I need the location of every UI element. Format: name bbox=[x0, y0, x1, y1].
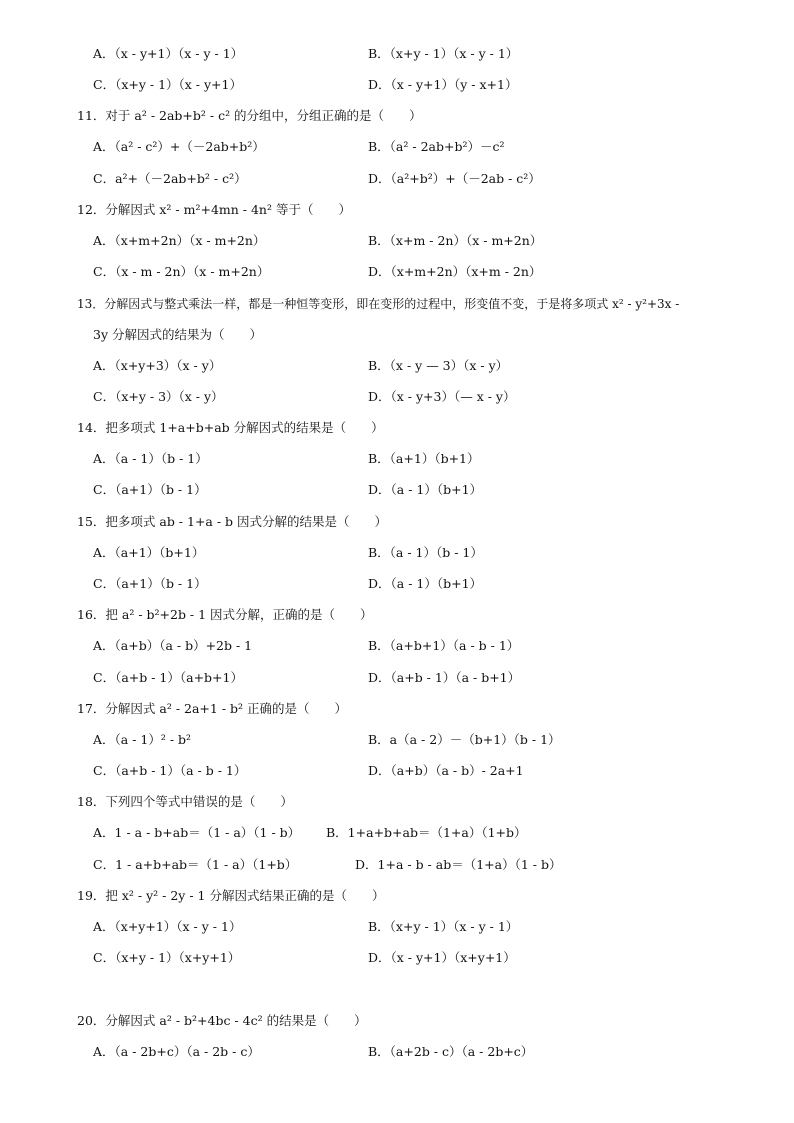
q11-option-c[interactable]: C．a²+（－2ab+b² - c²） bbox=[93, 171, 247, 186]
q18-option-a[interactable]: A．1 - a - b+ab＝（1 - a）（1 - b） bbox=[93, 825, 301, 840]
q11-option-b[interactable]: B．（a² - 2ab+b²）－c² bbox=[368, 139, 505, 154]
q12-option-c[interactable]: C．（x - m - 2n）（x - m+2n） bbox=[93, 264, 270, 279]
q16-option-a[interactable]: A．（a+b）（a - b）+2b - 1 bbox=[93, 638, 253, 653]
q17-option-d[interactable]: D．（a+b）（a - b）- 2a+1 bbox=[368, 763, 524, 778]
q20-option-a[interactable]: A．（a - 2b+c）（a - 2b - c） bbox=[93, 1044, 260, 1059]
q17-option-b[interactable]: B．a（a - 2）－（b+1）（b - 1） bbox=[368, 732, 561, 747]
q19-option-d[interactable]: D．（x - y+1）（x+y+1） bbox=[368, 950, 516, 965]
q12-stem: 12．分解因式 x² - m²+4mn - 4n² 等于（ ） bbox=[77, 202, 351, 217]
q13-stem-continued: 3y 分解因式的结果为（ ） bbox=[93, 327, 262, 342]
q14-option-c[interactable]: C．（a+1）（b - 1） bbox=[93, 482, 207, 497]
q16-option-c[interactable]: C．（a+b - 1）（a+b+1） bbox=[93, 670, 243, 685]
q11-option-a[interactable]: A．（a² - c²）+（－2ab+b²） bbox=[93, 139, 265, 154]
q10-option-d[interactable]: D．（x - y+1）（y - x+1） bbox=[368, 77, 518, 92]
q14-option-a[interactable]: A．（a - 1）（b - 1） bbox=[93, 451, 208, 466]
q13-option-c[interactable]: C．（x+y - 3）（x - y） bbox=[93, 389, 224, 404]
q10-option-c[interactable]: C．（x+y - 1）（x - y+1） bbox=[93, 77, 242, 92]
q16-option-d[interactable]: D．（a+b - 1）（a - b+1） bbox=[368, 670, 521, 685]
q18-stem: 18．下列四个等式中错误的是（ ） bbox=[77, 794, 293, 809]
q20-stem: 20．分解因式 a² - b²+4bc - 4c² 的结果是（ ） bbox=[77, 1013, 367, 1028]
q14-option-b[interactable]: B．（a+1）（b+1） bbox=[368, 451, 480, 466]
q17-stem: 17．分解因式 a² - 2a+1 - b² 正确的是（ ） bbox=[77, 701, 348, 716]
q17-option-c[interactable]: C．（a+b - 1）（a - b - 1） bbox=[93, 763, 247, 778]
q14-stem: 14．把多项式 1+a+b+ab 分解因式的结果是（ ） bbox=[77, 420, 384, 435]
q12-option-d[interactable]: D．（x+m+2n）（x+m - 2n） bbox=[368, 264, 542, 279]
q14-option-d[interactable]: D．（a - 1）（b+1） bbox=[368, 482, 483, 497]
q13-stem: 13．分解因式与整式乘法一样，都是一种恒等变形，即在变形的过程中，形变值不变，于是将多项式 x² - y²+3x - bbox=[77, 297, 680, 311]
q19-option-a[interactable]: A．（x+y+1）（x - y - 1） bbox=[93, 919, 242, 934]
q18-option-c[interactable]: C．1 - a+b+ab＝（1 - a）（1+b） bbox=[93, 857, 298, 872]
q12-option-b[interactable]: B．（x+m - 2n）（x - m+2n） bbox=[368, 233, 543, 248]
q17-option-a[interactable]: A．（a - 1）² - b² bbox=[93, 732, 192, 747]
q10-option-b[interactable]: B．（x+y - 1）（x - y - 1） bbox=[368, 46, 519, 61]
q13-option-b[interactable]: B．（x - y — 3）（x - y） bbox=[368, 358, 509, 373]
q15-option-d[interactable]: D．（a - 1）（b+1） bbox=[368, 576, 483, 591]
q15-option-c[interactable]: C．（a+1）（b - 1） bbox=[93, 576, 207, 591]
q12-option-a[interactable]: A．（x+m+2n）（x - m+2n） bbox=[93, 233, 266, 248]
q11-option-d[interactable]: D．（a²+b²）+（－2ab - c²） bbox=[368, 171, 541, 186]
q20-option-b[interactable]: B．（a+2b - c）（a - 2b+c） bbox=[368, 1044, 534, 1059]
q19-option-c[interactable]: C．（x+y - 1）（x+y+1） bbox=[93, 950, 241, 965]
q13-option-d[interactable]: D．（x - y+3）（— x - y） bbox=[368, 389, 516, 404]
q16-stem: 16．把 a² - b²+2b - 1 因式分解，正确的是（ ） bbox=[77, 607, 373, 622]
q15-stem: 15．把多项式 ab - 1+a - b 因式分解的结果是（ ） bbox=[77, 514, 388, 529]
q16-option-b[interactable]: B．（a+b+1）（a - b - 1） bbox=[368, 638, 520, 653]
q13-option-a[interactable]: A．（x+y+3）（x - y） bbox=[93, 358, 222, 373]
q19-stem: 19．把 x² - y² - 2y - 1 分解因式结果正确的是（ ） bbox=[77, 888, 385, 903]
q10-option-a[interactable]: A．（x - y+1）（x - y - 1） bbox=[93, 46, 244, 61]
q15-option-b[interactable]: B．（a - 1）（b - 1） bbox=[368, 545, 483, 560]
q18-option-d[interactable]: D．1+a - b - ab＝（1+a）（1 - b） bbox=[355, 857, 562, 872]
q15-option-a[interactable]: A．（a+1）（b+1） bbox=[93, 545, 205, 560]
q11-stem: 11．对于 a² - 2ab+b² - c² 的分组中，分组正确的是（ ） bbox=[77, 108, 422, 123]
q19-option-b[interactable]: B．（x+y - 1）（x - y - 1） bbox=[368, 919, 519, 934]
q18-option-b[interactable]: B．1+a+b+ab＝（1+a）（1+b） bbox=[326, 825, 527, 840]
